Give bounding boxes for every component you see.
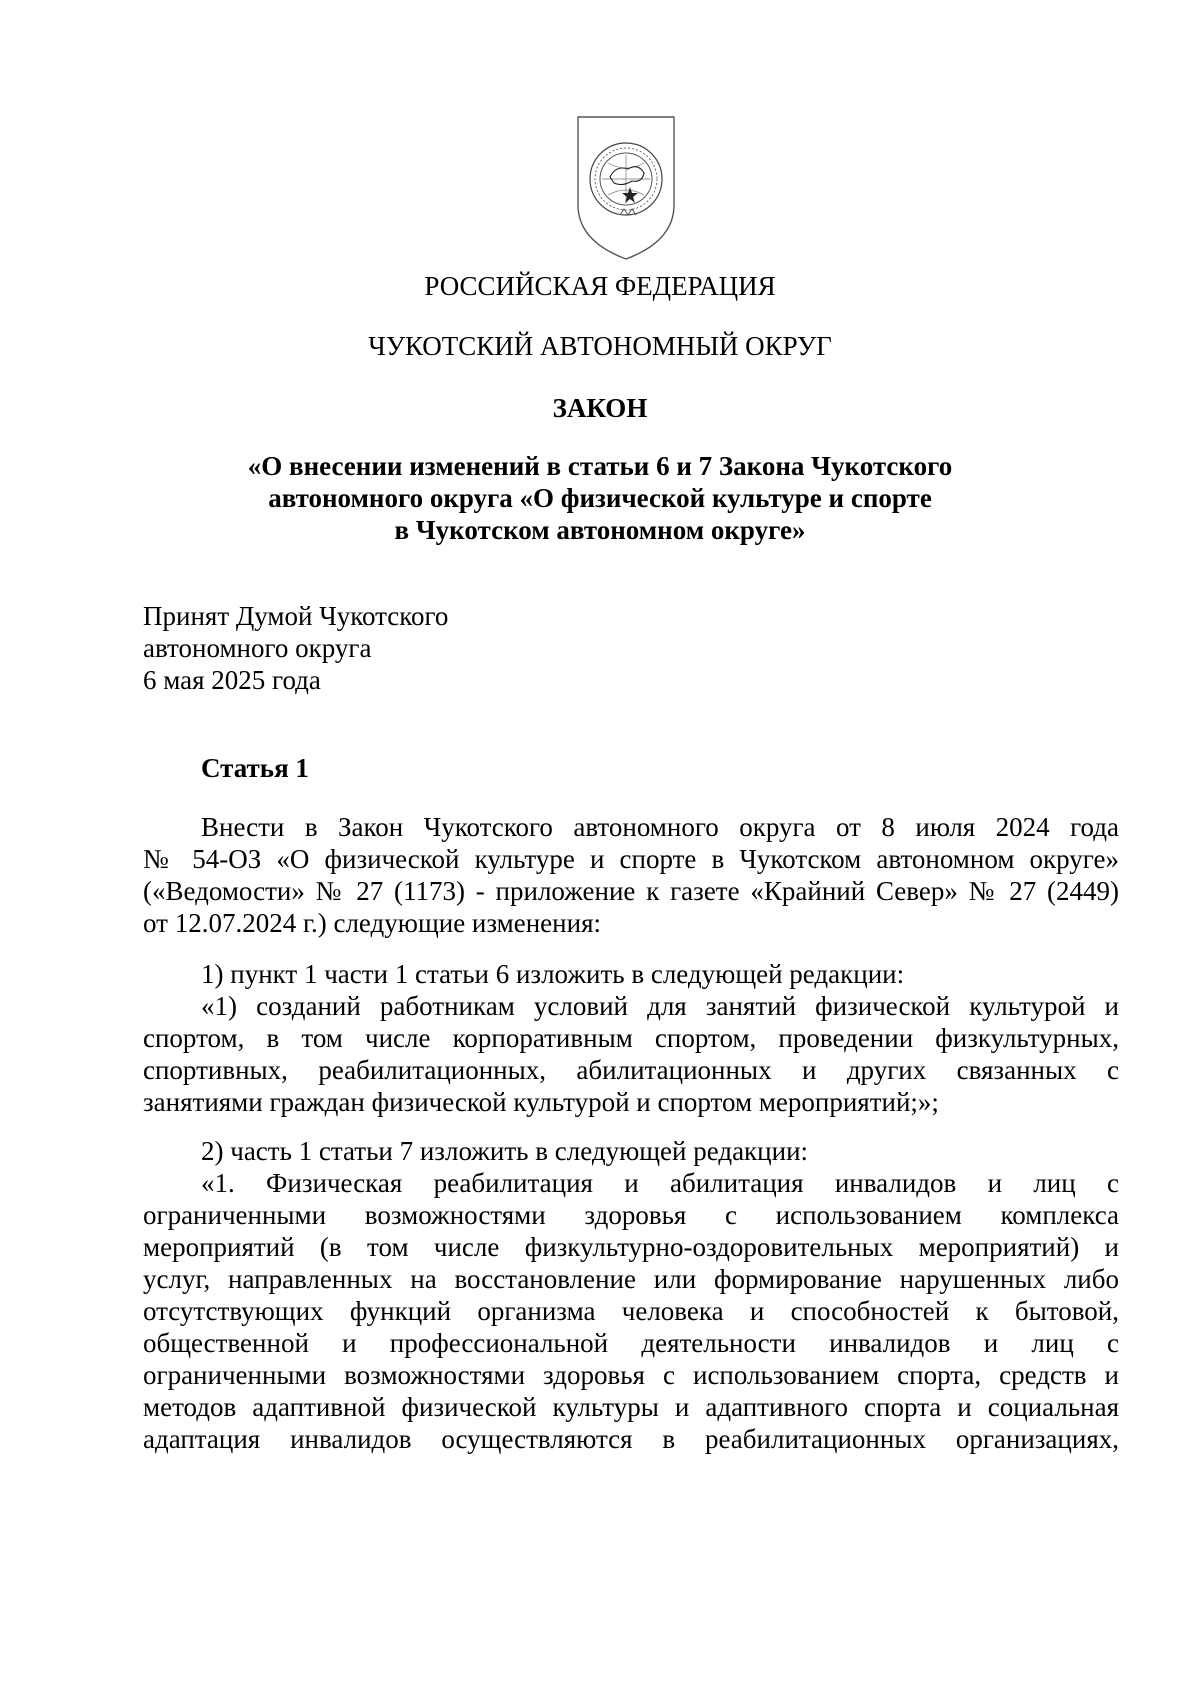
paragraph-line: общественной и профессиональной деятельности инвалидов и лиц с xyxy=(143,1328,1119,1358)
adoption-block xyxy=(143,600,448,696)
paragraph-line: № 54-ОЗ «О физической культуре и спорте в Чукотском автономном округе» xyxy=(143,844,1119,874)
paragraph-line: ограниченными возможностями здоровья с использованием спорта, средств и xyxy=(143,1360,1119,1390)
coat-of-arms-icon xyxy=(572,113,680,263)
adoption-line: 6 мая 2025 года xyxy=(143,665,321,695)
law-title-line: автономного округа «О физической культуре и спорте xyxy=(268,483,932,513)
country-heading: РОССИЙСКАЯ ФЕДЕРАЦИЯ xyxy=(424,271,776,301)
adoption-line: Принят Думой Чукотского xyxy=(143,601,449,631)
paragraph-line: занятиями граждан физической культурой и спортом мероприятий;»; xyxy=(143,1087,939,1117)
paragraph-line: методов адаптивной физической культуры и адаптивного спорта и социальная xyxy=(143,1392,1119,1422)
paragraph-line: «1. Физическая реабилитация и абилитация инвалидов и лиц с xyxy=(201,1168,1119,1198)
region-heading: ЧУКОТСКИЙ АВТОНОМНЫЙ ОКРУГ xyxy=(368,331,832,361)
item-heading: 1) пункт 1 части 1 статьи 6 изложить в следующей редакции: xyxy=(201,959,905,989)
paragraph-line: спортивных, реабилитационных, абилитационных и других связанных с xyxy=(143,1055,1119,1085)
paragraph-line: («Ведомости» № 27 (1173) - приложение к газете «Крайний Север» № 27 (2449) xyxy=(143,876,1119,906)
item-heading: 2) часть 1 статьи 7 изложить в следующей редакции: xyxy=(201,1136,809,1166)
paragraph-line: услуг, направленных на восстановление или формирование нарушенных либо xyxy=(143,1264,1119,1294)
paragraph-line: ограниченными возможностями здоровья с использованием комплекса xyxy=(143,1200,1119,1230)
law-title-line: «О внесении изменений в статьи 6 и 7 Закона Чукотского xyxy=(247,451,953,481)
item-2 xyxy=(143,1135,1119,1455)
paragraph-line: «1) созданий работникам условий для занятий физической культурой и xyxy=(201,991,1119,1021)
article-intro-paragraph xyxy=(143,811,1119,939)
law-title-line: в Чукотском автономном округе» xyxy=(394,515,806,545)
paragraph-line: спортом, в том числе корпоративным спортом, проведении физкультурных, xyxy=(143,1023,1119,1053)
article-heading: Статья 1 xyxy=(201,753,309,783)
adoption-line: автономного округа xyxy=(143,633,372,663)
document-type-heading: ЗАКОН xyxy=(552,393,648,423)
item-1 xyxy=(143,958,1119,1118)
paragraph-line: отсутствующих функций организма человека и способностей к бытовой, xyxy=(143,1296,1119,1326)
paragraph-line: Внести в Закон Чукотского автономного округа от 8 июля 2024 года xyxy=(201,812,1119,842)
law-title xyxy=(0,450,1200,546)
paragraph-line: от 12.07.2024 г.) следующие изменения: xyxy=(143,908,601,938)
paragraph-line: мероприятий (в том числе физкультурно-оздоровительных мероприятий) и xyxy=(143,1232,1119,1262)
paragraph-line: адаптация инвалидов осуществляются в реабилитационных организациях, xyxy=(143,1424,1119,1454)
